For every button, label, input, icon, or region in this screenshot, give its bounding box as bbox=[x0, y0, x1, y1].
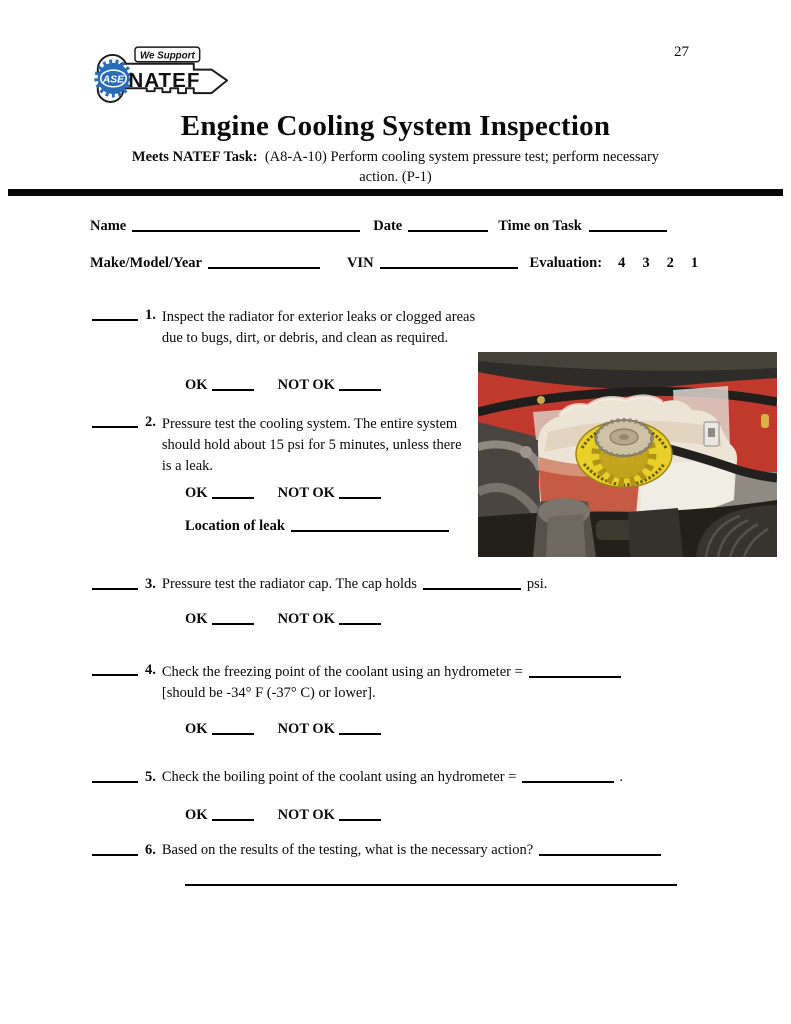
not-ok-label: NOT OK bbox=[277, 485, 335, 501]
item-4-hydrometer-blank bbox=[529, 664, 621, 678]
item-1-not-ok-blank bbox=[339, 377, 381, 391]
item-4-text-block bbox=[162, 662, 722, 704]
name-label: Name bbox=[90, 218, 127, 234]
page-title: Engine Cooling System Inspection bbox=[180, 110, 611, 142]
date-label: Date bbox=[373, 218, 403, 234]
item-4-not-ok-blank bbox=[339, 721, 381, 735]
form-row-identity bbox=[90, 218, 667, 235]
task-subtitle bbox=[0, 147, 791, 187]
item-5-hydrometer-blank bbox=[522, 769, 614, 783]
evaluation-score-4: 4 bbox=[618, 255, 626, 271]
item-4-status-blank bbox=[92, 662, 138, 676]
item-5-ok-blank bbox=[212, 807, 254, 821]
item-5-text: Check the boiling point of the coolant using an hydrometer = bbox=[161, 769, 517, 785]
task-subtitle-line2: action. (P-1) bbox=[359, 169, 432, 185]
ok-label: OK bbox=[185, 807, 208, 823]
coolant-reservoir-photo bbox=[478, 352, 777, 557]
ok-label: OK bbox=[185, 611, 208, 627]
evaluation-label: Evaluation: bbox=[529, 255, 603, 271]
item-3 bbox=[92, 576, 547, 593]
item-1-number: 1. bbox=[145, 307, 156, 323]
item-2-not-ok-blank bbox=[339, 485, 381, 499]
item-3-not-ok-blank bbox=[339, 611, 381, 625]
item-6-number: 6. bbox=[145, 842, 156, 858]
item-6-action-blank-line2 bbox=[185, 868, 677, 886]
form-row-vehicle bbox=[90, 255, 698, 272]
item-3-ok-line bbox=[185, 611, 381, 628]
item-4-line1: Check the freezing point of the coolant using an hydrometer = bbox=[161, 664, 523, 680]
location-of-leak-line bbox=[185, 518, 449, 535]
name-field-blank bbox=[132, 218, 360, 232]
not-ok-label: NOT OK bbox=[277, 721, 335, 737]
item-1-ok-blank bbox=[212, 377, 254, 391]
item-3-status-blank bbox=[92, 576, 138, 590]
task-subtitle-line1 bbox=[0, 147, 791, 167]
item-6 bbox=[92, 842, 661, 859]
evaluation-score-1: 1 bbox=[690, 255, 699, 271]
item-5-number: 5. bbox=[145, 769, 156, 785]
logo-ase-text: ASE bbox=[102, 74, 125, 86]
item-1-status-blank bbox=[92, 307, 138, 321]
item-1-ok-line bbox=[185, 377, 381, 394]
item-5 bbox=[92, 769, 623, 786]
ok-label: OK bbox=[185, 721, 208, 737]
item-2-ok-line bbox=[185, 485, 381, 502]
item-1 bbox=[92, 307, 488, 349]
make-model-year-field-blank bbox=[208, 255, 320, 269]
item-4-ok-line bbox=[185, 721, 381, 738]
item-4-line2: [should be -34° F (-37° C) or lower]. bbox=[161, 685, 376, 701]
ok-label: OK bbox=[185, 485, 208, 501]
location-of-leak-blank bbox=[291, 518, 449, 532]
evaluation-score-2: 2 bbox=[666, 255, 674, 271]
item-3-text: Pressure test the radiator cap. The cap holds bbox=[161, 576, 417, 592]
time-on-task-field-blank bbox=[589, 218, 667, 232]
item-6-status-blank bbox=[92, 842, 138, 856]
not-ok-label: NOT OK bbox=[277, 611, 335, 627]
item-5-ok-line bbox=[185, 807, 381, 824]
item-3-number: 3. bbox=[145, 576, 156, 592]
item-2-status-blank bbox=[92, 414, 138, 428]
page-number: 27 bbox=[674, 44, 689, 60]
item-6-action-blank bbox=[539, 842, 661, 856]
not-ok-label: NOT OK bbox=[277, 377, 335, 393]
item-3-psi-blank bbox=[423, 576, 521, 590]
item-4-ok-blank bbox=[212, 721, 254, 735]
item-1-text: Inspect the radiator for exterior leaks or clogged areas due to bugs, dirt, or debris, and clean as required. bbox=[161, 309, 476, 346]
item-5-status-blank bbox=[92, 769, 138, 783]
item-2-ok-blank bbox=[212, 485, 254, 499]
item-2-number: 2. bbox=[145, 414, 156, 430]
item-3-text-after: psi. bbox=[526, 576, 548, 592]
make-model-year-label: Make/Model/Year bbox=[90, 255, 202, 271]
evaluation-score-3: 3 bbox=[642, 255, 650, 271]
item-5-not-ok-blank bbox=[339, 807, 381, 821]
natef-logo bbox=[86, 44, 233, 112]
task-description: (A8-A-10) Perform cooling system pressure test; perform necessary bbox=[264, 149, 660, 165]
time-on-task-label: Time on Task bbox=[498, 218, 582, 234]
logo-we-support-text: We Support bbox=[139, 50, 195, 62]
location-of-leak-label: Location of leak bbox=[185, 518, 285, 534]
date-field-blank bbox=[408, 218, 488, 232]
item-2-text: Pressure test the cooling system. The entire system should hold about 15 psi for 5 minutes, unless there is a leak. bbox=[161, 416, 462, 474]
vin-label: VIN bbox=[346, 255, 374, 271]
not-ok-label: NOT OK bbox=[277, 807, 335, 823]
item-4-number: 4. bbox=[145, 662, 156, 678]
logo-natef-text: NATEF bbox=[128, 69, 201, 93]
item-6-text: Based on the results of the testing, what is the necessary action? bbox=[161, 842, 534, 858]
header-divider bbox=[8, 189, 783, 196]
task-label: Meets NATEF Task: bbox=[131, 149, 258, 165]
item-4 bbox=[92, 662, 722, 704]
ok-label: OK bbox=[185, 377, 208, 393]
item-5-text-after: . bbox=[619, 769, 623, 785]
item-3-ok-blank bbox=[212, 611, 254, 625]
natef-key-logo-graphic bbox=[86, 44, 233, 107]
vin-field-blank bbox=[380, 255, 518, 269]
item-2 bbox=[92, 414, 464, 477]
